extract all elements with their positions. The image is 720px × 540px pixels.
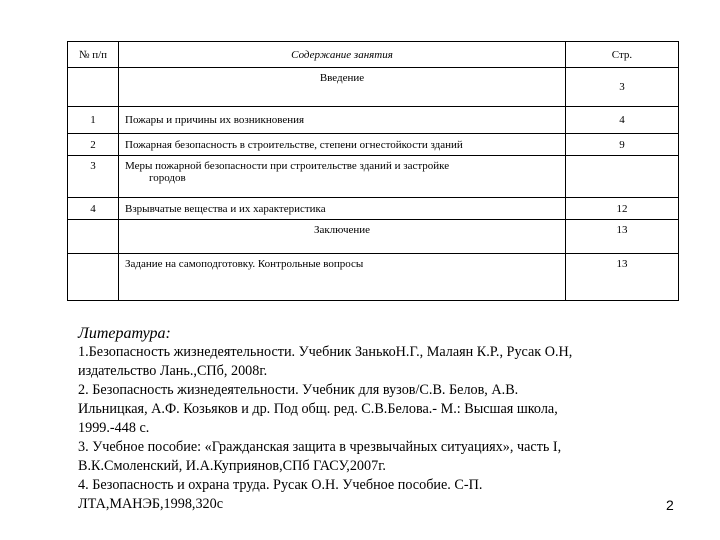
literature-line: Ильницкая, А.Ф. Козьяков и др. Под общ. ред. С.В.Белова.- М.: Высшая школа,: [78, 401, 558, 417]
table-row: [68, 134, 679, 156]
literature-section: [78, 324, 678, 514]
literature-line: 4. Безопасность и охрана труда. Русак О.Н. Учебное пособие. С-П.: [78, 477, 483, 493]
table-row: [68, 198, 679, 220]
literature-line: 3. Учебное пособие: «Гражданская защита в чрезвычайных ситуациях», часть I,: [78, 439, 562, 455]
row-num: 4: [68, 198, 119, 220]
table-row: [68, 156, 679, 198]
table-header-row: [68, 42, 679, 68]
row-num: 1: [68, 107, 119, 134]
row-title: Заключение: [119, 220, 566, 254]
literature-title: Литература:: [78, 325, 171, 342]
row-num: [68, 68, 119, 107]
literature-line: 1999.-448 с.: [78, 420, 150, 436]
row-title: Пожарная безопасность в строительстве, степени огнестойкости зданий: [119, 134, 566, 156]
row-title: Взрывчатые вещества и их характеристика: [119, 198, 566, 220]
row-title-line: городов: [149, 172, 186, 184]
row-num: [68, 220, 119, 254]
row-page: 3: [566, 68, 679, 107]
row-title: Задание на самоподготовку. Контрольные вопросы: [119, 254, 566, 301]
row-title: [119, 156, 566, 198]
literature-line: издательство Лань.,СПб, 2008г.: [78, 363, 268, 379]
table-row: [68, 68, 679, 107]
table-row: [68, 254, 679, 301]
header-page: Стр.: [566, 42, 679, 68]
header-num: № п/п: [68, 42, 119, 68]
table-row: [68, 220, 679, 254]
row-title: Введение: [119, 68, 566, 107]
row-page: 13: [566, 220, 679, 254]
literature-line: 2. Безопасность жизнедеятельности. Учебник для вузов/С.В. Белов, А.В.: [78, 382, 519, 398]
row-page: 12: [566, 198, 679, 220]
row-title: Пожары и причины их возникновения: [119, 107, 566, 134]
header-title: Содержание занятия: [119, 42, 566, 68]
row-num: 3: [68, 156, 119, 198]
row-num: [68, 254, 119, 301]
row-page: 4: [566, 107, 679, 134]
row-num: 2: [68, 134, 119, 156]
table-row: [68, 107, 679, 134]
row-page: 13: [566, 254, 679, 301]
contents-table: [67, 41, 679, 301]
literature-line: В.К.Смоленский, И.А.Куприянов,СПб ГАСУ,2007г.: [78, 458, 386, 474]
page-number: 2: [666, 497, 674, 513]
literature-line: ЛТА,МАНЭБ,1998,320с: [78, 496, 224, 512]
literature-line: 1.Безопасность жизнедеятельности. Учебник ЗанькоН.Г., Малаян К.Р., Русак О.Н,: [78, 344, 573, 360]
row-title-line: Меры пожарной безопасности при строительстве зданий и застройке: [125, 160, 450, 172]
row-page: 9: [566, 134, 679, 156]
row-page: [566, 156, 679, 198]
